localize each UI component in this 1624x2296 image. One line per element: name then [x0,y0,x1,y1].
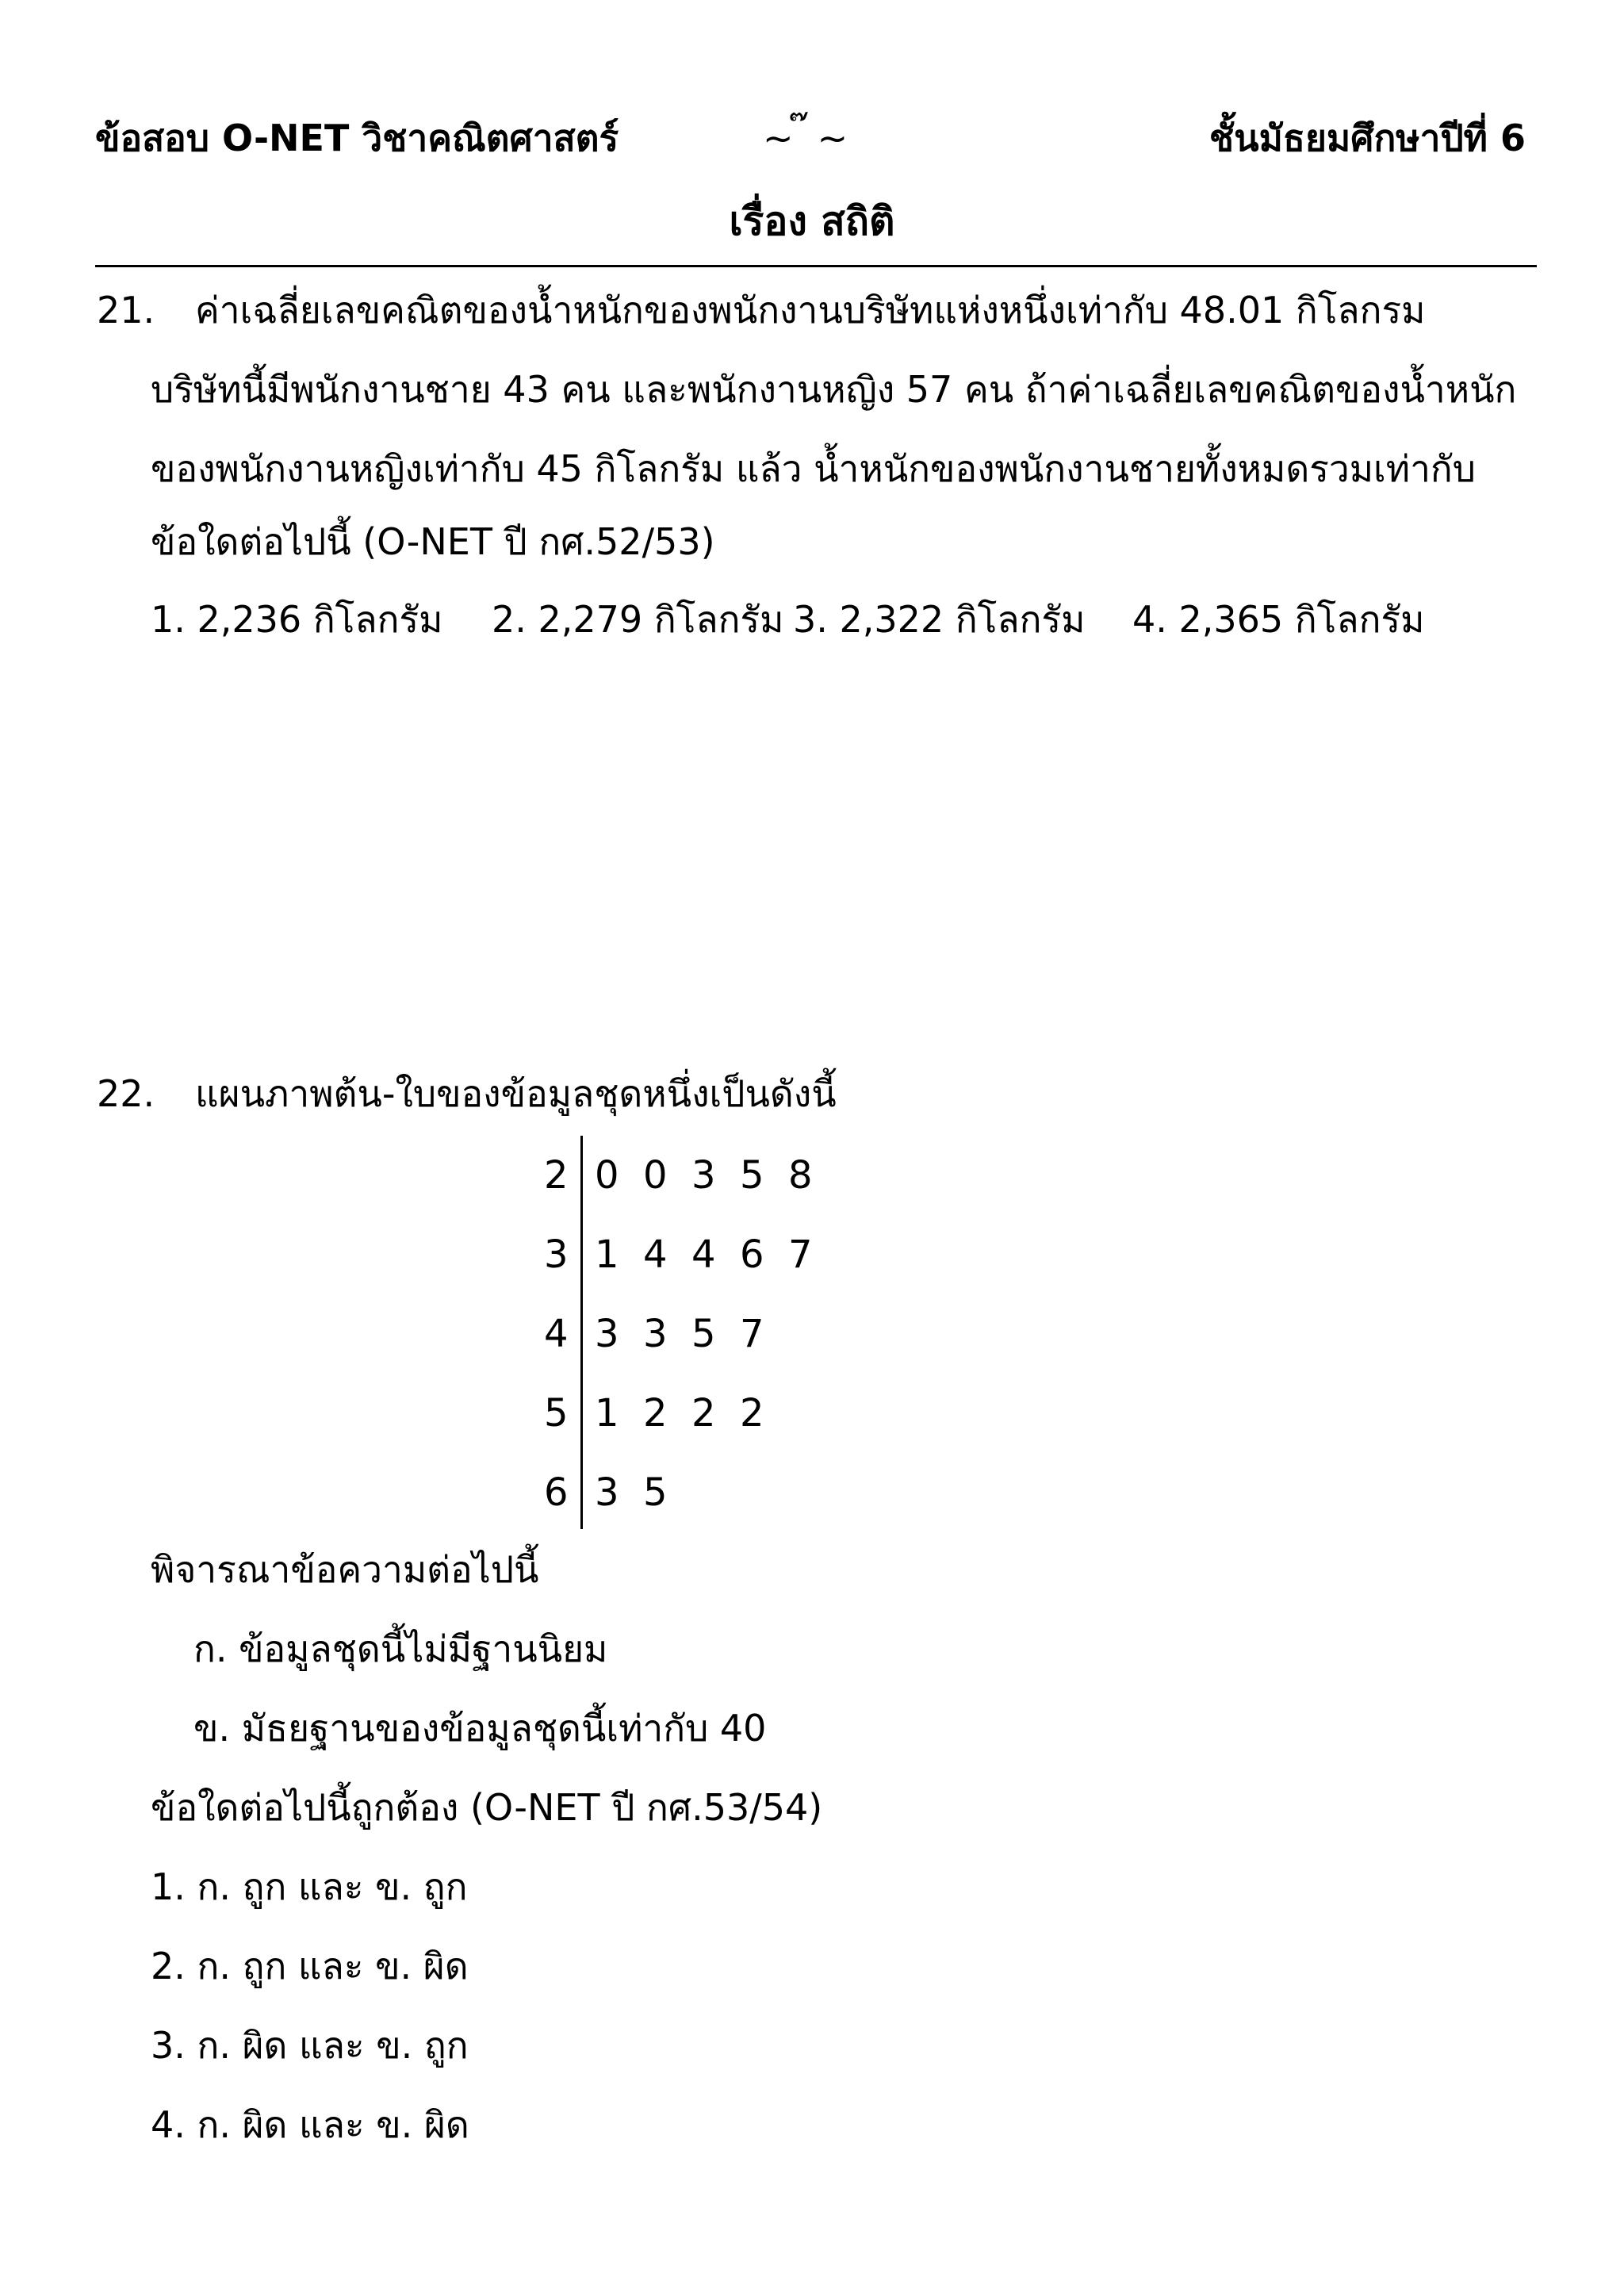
leaf-value: 7 [740,1312,764,1356]
q21-choice-4: 4. 2,365 กิโลกรัม [1132,598,1425,641]
leaf-value: 5 [691,1312,716,1356]
leaf-value: 0 [595,1153,619,1198]
leaf-value: 1 [595,1232,619,1277]
q21-line-3: ของพนักงานหญิงเท่ากับ 45 กิโลกรัม แล้ว น้ำหนักของพนักงานชายทั้งหมดรวมเท่ากับ [151,447,1476,490]
q22-choice-1: 1. ก. ถูก และ ข. ถูก [151,1865,468,1908]
leaf-row [595,1153,837,1198]
stem-value: 4 [544,1312,569,1356]
stem-value: 6 [544,1470,569,1515]
page-number: ~ ๊ ~ [763,117,848,159]
leaf-value: 2 [740,1391,764,1435]
leaf-row [595,1391,788,1435]
leaf-value: 4 [691,1232,716,1277]
leaf-value: 0 [643,1153,668,1198]
leaf-value: 8 [788,1153,813,1198]
q22-statement-a: ก. ข้อมูลชุดนี้ไม่มีฐานนิยม [193,1627,608,1670]
leaf-value: 3 [643,1312,668,1356]
q22-choice-2: 2. ก. ถูก และ ข. ผิด [151,1945,469,1987]
leaf-value: 5 [643,1470,668,1515]
stem-value: 3 [544,1232,569,1277]
leaf-value: 1 [595,1391,619,1435]
stem-value: 2 [544,1153,569,1198]
q22-consider: พิจารณาข้อความต่อไปนี้ [151,1548,539,1591]
q21-line-4: ข้อใดต่อไปนี้ (O-NET ปี กศ.52/53) [151,520,715,563]
leaf-value: 6 [740,1232,764,1277]
q21-choice-1: 1. 2,236 กิโลกรัม [151,598,443,641]
q22-question: ข้อใดต่อไปนี้ถูกต้อง (O-NET ปี กศ.53/54) [151,1786,823,1829]
q22-choice-4: 4. ก. ผิด และ ข. ผิด [151,2103,469,2146]
q21-choice-2: 2. 2,279 กิโลกรัม [492,598,784,641]
leaf-row [595,1312,788,1356]
stem-leaf-divider [580,1136,583,1529]
topic-title: เรื่อง สถิติ [729,198,895,244]
leaf-value: 3 [595,1470,619,1515]
header-divider [95,265,1537,267]
exam-title: ข้อสอบ O-NET วิชาคณิตศาสตร์ [95,117,619,159]
grade-level: ชั้นมัธยมศึกษาปีที่ 6 [1208,117,1526,159]
q22-statement-b: ข. มัธยฐานของข้อมูลชุดนี้เท่ากับ 40 [193,1707,767,1750]
q22-number: 22. [97,1072,155,1115]
q21-line-1: ค่าเฉลี่ยเลขคณิตของน้ำหนักของพนักงานบริษัทแห่งหนึ่งเท่ากับ 48.01 กิโลกรม [195,289,1426,332]
leaf-row [595,1470,691,1515]
q21-number: 21. [97,289,155,332]
stem-value: 5 [544,1391,569,1435]
leaf-value: 5 [740,1153,764,1198]
leaf-value: 7 [788,1232,813,1277]
q22-choice-3: 3. ก. ผิด และ ข. ถูก [151,2024,469,2067]
leaf-value: 4 [643,1232,668,1277]
leaf-row [595,1232,837,1277]
q22-intro: แผนภาพต้น-ใบของข้อมูลชุดหนึ่งเป็นดังนี้ [195,1072,837,1115]
leaf-value: 3 [691,1153,716,1198]
q21-choice-3: 3. 2,322 กิโลกรัม [793,598,1086,641]
leaf-value: 2 [643,1391,668,1435]
q21-line-2: บริษัทนี้มีพนักงานชาย 43 คน และพนักงานหญิง 57 คน ถ้าค่าเฉลี่ยเลขคณิตของน้ำหนัก [151,368,1517,411]
leaf-value: 2 [691,1391,716,1435]
leaf-value: 3 [595,1312,619,1356]
